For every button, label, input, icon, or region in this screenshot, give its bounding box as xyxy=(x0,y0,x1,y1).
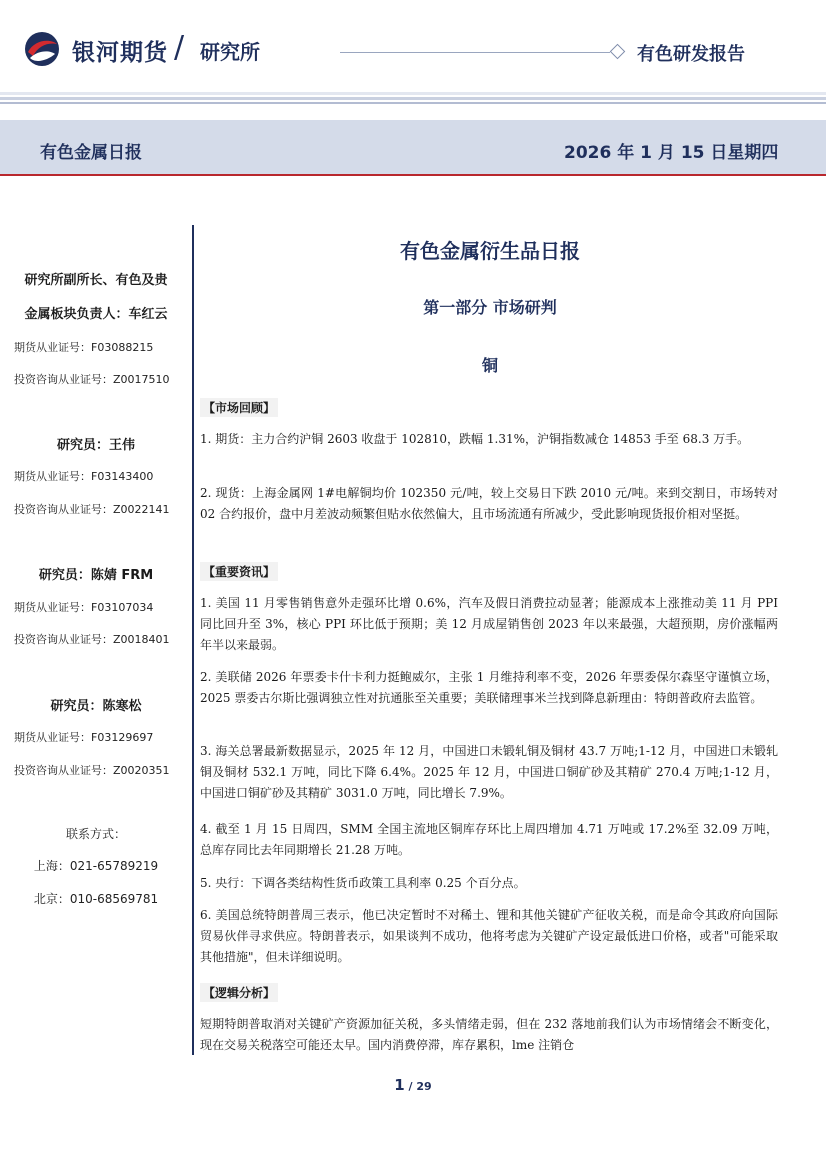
report-category: 有色研发报告 xyxy=(637,44,745,65)
page-number xyxy=(0,1076,826,1094)
analyst-name: 研究员：王伟 xyxy=(56,438,135,453)
current-page: 1 xyxy=(394,1076,405,1094)
review-item: 2. 现货：上海金属网 1#电解铜均价 102350 元/吨，较上交易日下跌 2010 元/吨。来到交割日，市场转对 02 合约报价，盘中月差波动频繁但贴水依然偏大，且市场流通有所减少，受此影响现货报价相对坚挺。 xyxy=(200,486,778,521)
analyst-name: 研究员：陈寒松 xyxy=(50,699,142,714)
lead-title-line2: 金属板块负责人：车红云 xyxy=(24,307,168,322)
contact-label: 联系方式： xyxy=(65,827,126,841)
header-stripe xyxy=(0,97,826,100)
news-item: 6. 美国总统特朗普周三表示，他已决定暂时不对稀土、锂和其他关键矿产征收关税，而是命令其政府向国际贸易伙伴寻求供应。特朗普表示，如果谈判不成功，他将考虑为关键矿产设定最低进口价格，或者"可能采取其他措施"，但未详细说明。 xyxy=(200,908,778,964)
report-name: 有色金属日报 xyxy=(40,143,142,163)
department-name: 研究所 xyxy=(200,40,260,64)
news-item: 2. 美联储 2026 年票委卡什卡利力挺鲍威尔，主张 1 月维持利率不变，2026 年票委保尔森坚守谨慎立场，2025 票委古尔斯比强调独立性对抗通胀至关重要；美联储理事米兰找到降息新理由：特朗普政府去监管。 xyxy=(200,670,778,705)
diamond-icon xyxy=(610,44,626,60)
page-separator: / xyxy=(404,1080,417,1093)
news-item: 5. 央行：下调各类结构性货币政策工具利率 0.25 个百分点。 xyxy=(200,876,526,890)
accent-rule xyxy=(0,174,826,176)
report-date: 2026 年 1 月 15 日星期四 xyxy=(564,143,779,163)
analyst-futures-license: 期货从业证号：F03107034 xyxy=(14,601,154,614)
analyst-futures-license: 期货从业证号：F03143400 xyxy=(14,470,154,483)
contact-shanghai: 上海：021-65789219 xyxy=(33,859,159,873)
news-tag: 【重要资讯】 xyxy=(200,562,278,581)
page-title: 有色金属衍生品日报 xyxy=(400,239,580,263)
analyst-name: 研究员：陈婧 FRM xyxy=(38,568,154,583)
news-item: 1. 美国 11 月零售销售意外走强环比增 0.6%，汽车及假日消费拉动显著；能源成本上涨推动美 11 月 PPI 同比回升至 3%，核心 PPI 环比低于预期；美 12 月成屋销售创 2023 年以来最强，大超预期，房价涨幅两年半以来最弱。 xyxy=(200,596,778,652)
analyst-advisory-license: 投资咨询从业证号：Z0018401 xyxy=(14,633,170,646)
lead-advisory-license: 投资咨询从业证号：Z0017510 xyxy=(14,373,170,386)
lead-futures-license: 期货从业证号：F03088215 xyxy=(14,341,154,354)
news-item: 3. 海关总署最新数据显示，2025 年 12 月，中国进口未锻轧铜及铜材 43.7 万吨;1-12 月，中国进口未锻轧铜及铜材 532.1 万吨，同比下降 6.4%。2025 年 12 月，中国进口铜矿砂及其精矿 270.4 万吨;1-12 月，中国进口铜矿砂及其精矿 3031.0 万吨，同比增长 7.9%。 xyxy=(200,744,778,800)
section-heading: 铜 xyxy=(481,356,498,375)
news-item: 4. 截至 1 月 15 日周四，SMM 全国主流地区铜库存环比上周四增加 4.71 万吨或 17.2%至 32.09 万吨，总库存同比去年同期增长 21.28 万吨。 xyxy=(200,822,778,857)
lead-title-line1: 研究所副所长、有色及贵 xyxy=(24,273,168,288)
market-review-tag: 【市场回顾】 xyxy=(200,398,278,417)
logo-divider: / xyxy=(174,30,185,65)
analyst-advisory-license: 投资咨询从业证号：Z0020351 xyxy=(14,764,170,777)
company-name: 银河期货 xyxy=(72,40,168,66)
header-stripe xyxy=(0,92,826,95)
header-rule xyxy=(340,52,610,53)
review-item: 1. 期货：主力合约沪铜 2603 收盘于 102810，跌幅 1.31%，沪铜指数减仓 14853 手至 68.3 万手。 xyxy=(200,432,750,446)
analyst-futures-license: 期货从业证号：F03129697 xyxy=(14,731,154,744)
sidebar-divider xyxy=(192,225,194,1055)
contact-beijing: 北京：010-68569781 xyxy=(33,892,159,906)
header-stripe xyxy=(0,102,826,104)
analyst-advisory-license: 投资咨询从业证号：Z0022141 xyxy=(14,503,170,516)
logic-analysis-tag: 【逻辑分析】 xyxy=(200,983,278,1002)
total-pages: 29 xyxy=(416,1080,432,1093)
part-heading: 第一部分 市场研判 xyxy=(423,298,557,317)
galaxy-logo-icon xyxy=(24,30,60,68)
logic-paragraph: 短期特朗普取消对关键矿产资源加征关税，多头情绪走弱，但在 232 落地前我们认为市场情绪会不断变化，现在交易关税落空可能还太早。国内消费停滞，库存累积，lme 注销仓 xyxy=(200,1017,778,1052)
